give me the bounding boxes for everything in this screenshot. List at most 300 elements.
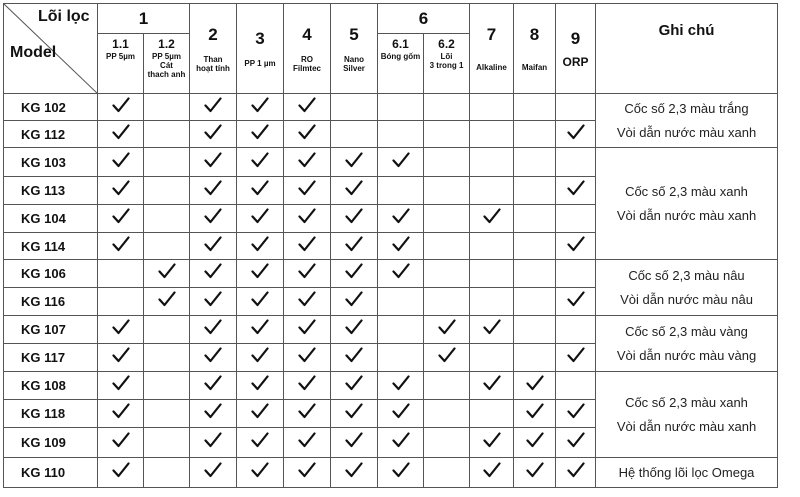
check-cell [424, 233, 470, 260]
check-cell [190, 94, 237, 121]
check-icon [392, 152, 410, 168]
check-cell [284, 260, 331, 288]
group-7-num: 7 [486, 25, 497, 44]
check-icon [345, 236, 363, 252]
check-cell [470, 148, 514, 177]
check-cell [237, 458, 284, 488]
check-cell [237, 372, 284, 400]
check-icon [158, 263, 176, 279]
loi-loc-label: Lõi lọc [38, 8, 90, 25]
check-icon [438, 319, 456, 335]
check-cell [331, 344, 378, 372]
check-cell [144, 205, 190, 233]
check-cell [378, 233, 424, 260]
check-icon [298, 236, 316, 252]
check-icon [251, 291, 269, 307]
group-4-num: 4 [302, 24, 312, 44]
check-cell [144, 344, 190, 372]
check-icon [483, 319, 501, 335]
check-icon [345, 180, 363, 196]
check-icon [345, 152, 363, 168]
check-cell [190, 400, 237, 428]
check-cell [237, 344, 284, 372]
check-icon [298, 263, 316, 279]
check-cell [284, 428, 331, 458]
group-9-num: 9 [570, 28, 581, 48]
model-cell: KG 113 [4, 177, 98, 205]
check-icon [298, 347, 316, 363]
check-cell [284, 121, 331, 148]
group-9-desc: ORP [562, 54, 589, 69]
check-icon [526, 462, 544, 478]
check-icon [204, 319, 222, 335]
check-cell [98, 400, 144, 428]
check-icon [345, 347, 363, 363]
check-cell [556, 400, 596, 428]
check-icon [345, 291, 363, 307]
check-icon [158, 291, 176, 307]
model-cell: KG 103 [4, 148, 98, 177]
check-icon [251, 124, 269, 140]
group-7-desc: Alkaline [476, 63, 507, 72]
note-line2: Vòi dẫn nước màu xanh [616, 124, 757, 140]
sub-6-2-text2: 3 trong 1 [429, 61, 464, 70]
model-cell: KG 102 [4, 94, 98, 121]
check-cell [556, 94, 596, 121]
check-cell [514, 121, 556, 148]
check-cell [514, 148, 556, 177]
check-cell [424, 94, 470, 121]
check-cell [98, 177, 144, 205]
check-cell [514, 372, 556, 400]
check-cell [514, 260, 556, 288]
check-icon [345, 375, 363, 391]
check-cell [556, 344, 596, 372]
group-4-header [284, 4, 331, 94]
check-cell [378, 428, 424, 458]
check-cell [514, 344, 556, 372]
check-cell [98, 94, 144, 121]
check-icon [298, 124, 316, 140]
check-cell [190, 121, 237, 148]
check-cell [378, 288, 424, 316]
check-cell [556, 260, 596, 288]
check-cell [514, 177, 556, 205]
check-icon [567, 347, 585, 363]
check-icon [567, 462, 585, 478]
check-cell [237, 233, 284, 260]
check-icon [298, 97, 316, 113]
check-icon [567, 180, 585, 196]
check-icon [251, 375, 269, 391]
check-cell [556, 205, 596, 233]
note-line1: Cốc số 2,3 màu xanh [625, 394, 748, 410]
check-icon [204, 403, 222, 419]
check-cell [470, 94, 514, 121]
group-1-header: 1 [98, 4, 190, 34]
sub-6-2-num: 6.2 [438, 37, 455, 51]
group-7-header [470, 4, 514, 94]
check-icon [204, 291, 222, 307]
sub-1-2-text3: thach anh [147, 70, 186, 79]
check-icon [345, 263, 363, 279]
check-icon [204, 152, 222, 168]
check-icon [112, 432, 130, 448]
table-body [4, 94, 778, 488]
group-4-desc-line2: Filmtec [292, 63, 321, 73]
check-icon [567, 124, 585, 140]
check-cell [556, 233, 596, 260]
sub-1-2-num: 1.2 [158, 37, 175, 51]
ghi-chu-header: Ghi chú [596, 4, 778, 94]
check-cell [237, 94, 284, 121]
check-cell [378, 148, 424, 177]
check-cell [144, 233, 190, 260]
check-cell [98, 316, 144, 344]
check-cell [284, 344, 331, 372]
sub-1-2-header [144, 34, 190, 94]
group-2-desc [190, 55, 236, 73]
check-cell [331, 94, 378, 121]
group-3-num: 3 [255, 29, 265, 48]
check-icon [251, 180, 269, 196]
check-icon [204, 375, 222, 391]
check-cell [470, 288, 514, 316]
check-icon [567, 236, 585, 252]
check-cell [190, 148, 237, 177]
check-cell [424, 428, 470, 458]
corner-header [4, 4, 98, 94]
model-cell: KG 110 [4, 458, 98, 488]
check-cell [470, 372, 514, 400]
check-cell [378, 458, 424, 488]
check-icon [112, 403, 130, 419]
group-5-header [331, 4, 378, 94]
check-cell [331, 148, 378, 177]
check-cell [98, 205, 144, 233]
check-icon [438, 347, 456, 363]
group-4-desc [284, 55, 330, 73]
check-icon [483, 462, 501, 478]
check-icon [112, 375, 130, 391]
sub-1-1-text: PP 5µm [106, 52, 135, 61]
table-row [4, 148, 778, 177]
check-cell [470, 458, 514, 488]
group-2-num: 2 [208, 24, 218, 44]
check-cell [237, 260, 284, 288]
check-icon [112, 462, 130, 478]
check-cell [331, 121, 378, 148]
check-cell [331, 400, 378, 428]
check-cell [378, 372, 424, 400]
sub-6-2-text1: Lõi [440, 52, 453, 61]
check-icon [567, 432, 585, 448]
check-cell [556, 148, 596, 177]
check-icon [345, 462, 363, 478]
check-icon [298, 180, 316, 196]
check-cell [190, 458, 237, 488]
check-icon [112, 319, 130, 335]
check-cell [284, 148, 331, 177]
model-cell: KG 112 [4, 121, 98, 148]
check-icon [567, 291, 585, 307]
check-icon [251, 319, 269, 335]
check-cell [378, 177, 424, 205]
check-cell [556, 428, 596, 458]
check-icon [204, 347, 222, 363]
check-cell [470, 233, 514, 260]
note-line2: Vòi dẫn nước màu xanh [616, 207, 757, 223]
check-cell [237, 177, 284, 205]
check-icon [483, 432, 501, 448]
check-cell [378, 400, 424, 428]
check-icon [483, 375, 501, 391]
check-cell [424, 372, 470, 400]
check-cell [331, 458, 378, 488]
sub-1-2-text2: Cát [160, 61, 173, 70]
check-icon [204, 208, 222, 224]
check-cell [284, 233, 331, 260]
check-cell [424, 316, 470, 344]
check-cell [284, 94, 331, 121]
check-cell [514, 233, 556, 260]
check-cell [514, 94, 556, 121]
check-icon [251, 236, 269, 252]
check-cell [98, 372, 144, 400]
check-icon [251, 97, 269, 113]
check-cell [144, 458, 190, 488]
check-cell [556, 316, 596, 344]
check-cell [378, 260, 424, 288]
check-cell [556, 372, 596, 400]
check-cell [190, 177, 237, 205]
check-icon [567, 403, 585, 419]
note-cell [596, 94, 778, 148]
check-cell [514, 428, 556, 458]
check-cell [144, 400, 190, 428]
check-cell [556, 121, 596, 148]
check-cell [98, 428, 144, 458]
note-cell [596, 372, 778, 458]
check-icon [392, 208, 410, 224]
check-cell [98, 260, 144, 288]
check-cell [237, 428, 284, 458]
check-cell [331, 177, 378, 205]
check-icon [112, 124, 130, 140]
sub-1-2-text1: PP 5µm [152, 52, 181, 61]
check-cell [331, 260, 378, 288]
check-icon [251, 403, 269, 419]
table-row [4, 260, 778, 288]
check-icon [526, 432, 544, 448]
check-cell [98, 458, 144, 488]
check-cell [144, 288, 190, 316]
check-cell [424, 400, 470, 428]
check-icon [526, 375, 544, 391]
check-cell [424, 121, 470, 148]
check-icon [204, 263, 222, 279]
check-cell [514, 316, 556, 344]
group-2-desc-line2: hoạt tính [196, 63, 230, 73]
check-cell [378, 316, 424, 344]
group-3-header [237, 4, 284, 94]
check-icon [298, 462, 316, 478]
check-icon [483, 208, 501, 224]
check-icon [112, 180, 130, 196]
model-cell: KG 107 [4, 316, 98, 344]
check-cell [514, 458, 556, 488]
check-cell [284, 316, 331, 344]
check-cell [237, 148, 284, 177]
check-icon [392, 236, 410, 252]
check-cell [514, 288, 556, 316]
check-cell [556, 458, 596, 488]
check-cell [284, 288, 331, 316]
group-5-desc-line1: Nano [344, 54, 364, 64]
check-cell [470, 177, 514, 205]
footer-note: Hệ thống lõi lọc Omega [596, 458, 778, 488]
check-icon [204, 236, 222, 252]
check-cell [470, 121, 514, 148]
group-5-desc [331, 55, 377, 73]
check-cell [144, 121, 190, 148]
check-cell [284, 177, 331, 205]
note-line1: Cốc số 2,3 màu vàng [625, 323, 748, 339]
note-line2: Vòi dẫn nước màu xanh [616, 418, 757, 434]
sub-6-1-num: 6.1 [392, 37, 409, 51]
check-cell [190, 372, 237, 400]
check-icon [112, 208, 130, 224]
check-cell [190, 260, 237, 288]
group-9-header [556, 4, 596, 94]
table-row [4, 372, 778, 400]
check-cell [190, 205, 237, 233]
group-8-desc: Maifan [521, 63, 548, 72]
check-icon [204, 180, 222, 196]
check-icon [298, 291, 316, 307]
check-cell [144, 94, 190, 121]
check-icon [112, 97, 130, 113]
check-icon [392, 462, 410, 478]
check-cell [284, 400, 331, 428]
model-cell: KG 104 [4, 205, 98, 233]
model-cell: KG 118 [4, 400, 98, 428]
check-cell [470, 344, 514, 372]
check-cell [424, 288, 470, 316]
check-cell [144, 316, 190, 344]
note-line1: Cốc số 2,3 màu xanh [625, 183, 748, 199]
check-icon [112, 236, 130, 252]
model-label: Model [10, 44, 57, 61]
check-cell [378, 121, 424, 148]
check-icon [112, 152, 130, 168]
model-cell: KG 116 [4, 288, 98, 316]
check-icon [345, 432, 363, 448]
check-cell [190, 316, 237, 344]
check-cell [424, 344, 470, 372]
check-cell [331, 316, 378, 344]
note-line2: Vòi dẫn nước màu vàng [616, 347, 757, 363]
note-line2: Vòi dẫn nước màu nâu [620, 291, 753, 307]
group-5-desc-line2: Silver [343, 63, 365, 73]
check-cell [237, 121, 284, 148]
check-cell [470, 205, 514, 233]
check-cell [378, 94, 424, 121]
group-2-desc-line1: Than [203, 54, 223, 64]
check-icon [392, 375, 410, 391]
check-icon [298, 152, 316, 168]
check-cell [331, 428, 378, 458]
check-cell [556, 177, 596, 205]
model-cell: KG 109 [4, 428, 98, 458]
check-cell [144, 177, 190, 205]
check-cell [424, 458, 470, 488]
note-cell [596, 260, 778, 316]
check-cell [98, 148, 144, 177]
check-icon [204, 462, 222, 478]
check-cell [98, 121, 144, 148]
check-cell [144, 428, 190, 458]
group-3-desc: PP 1 µm [244, 59, 276, 68]
check-cell [331, 288, 378, 316]
note-cell [596, 148, 778, 260]
sub-6-2-header [424, 34, 470, 94]
check-cell [470, 428, 514, 458]
sub-1-1-header [98, 34, 144, 94]
check-cell [237, 205, 284, 233]
check-cell [470, 316, 514, 344]
check-cell [514, 205, 556, 233]
check-cell [144, 372, 190, 400]
filter-table [3, 3, 778, 488]
check-cell [378, 344, 424, 372]
check-cell [237, 400, 284, 428]
check-cell [98, 233, 144, 260]
check-cell [331, 205, 378, 233]
model-cell: KG 114 [4, 233, 98, 260]
sub-6-1-header [378, 34, 424, 94]
check-icon [298, 375, 316, 391]
check-cell [424, 177, 470, 205]
check-cell [470, 260, 514, 288]
check-cell [470, 400, 514, 428]
check-icon [204, 97, 222, 113]
check-icon [251, 347, 269, 363]
note-line1: Cốc số 2,3 màu nâu [628, 267, 745, 283]
check-icon [251, 152, 269, 168]
check-cell [98, 344, 144, 372]
check-cell [190, 233, 237, 260]
table-row [4, 94, 778, 121]
check-cell [331, 233, 378, 260]
model-cell: KG 117 [4, 344, 98, 372]
check-cell [424, 148, 470, 177]
check-cell [424, 260, 470, 288]
check-cell [190, 344, 237, 372]
check-cell [237, 288, 284, 316]
group-2-header [190, 4, 237, 94]
check-icon [298, 208, 316, 224]
sub-6-1-text: Bóng gốm [380, 52, 421, 61]
check-cell [284, 458, 331, 488]
note-line1: Cốc số 2,3 màu trắng [624, 100, 749, 116]
check-icon [251, 263, 269, 279]
check-cell [556, 288, 596, 316]
check-icon [392, 403, 410, 419]
check-icon [251, 462, 269, 478]
check-icon [392, 432, 410, 448]
group-6-header: 6 [378, 4, 470, 34]
